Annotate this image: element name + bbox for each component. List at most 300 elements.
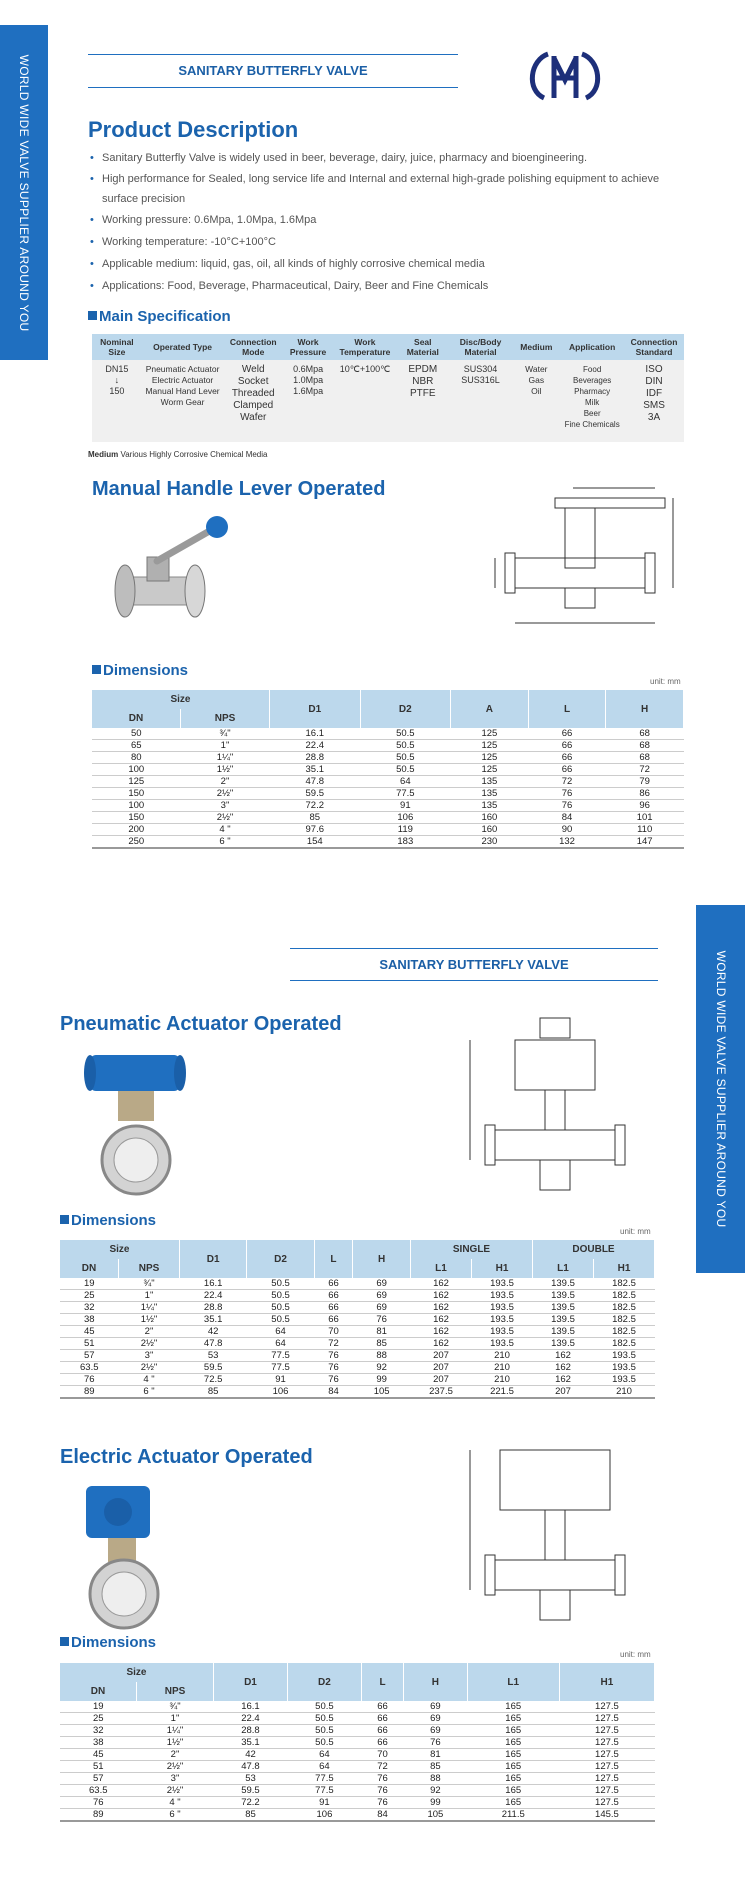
table-cell: 63.5 [60, 1785, 137, 1797]
column-header: DN [60, 1682, 137, 1701]
table-cell: 135 [451, 800, 529, 812]
table-row [60, 1797, 655, 1809]
spec-cell: DN15 ↓ 150 [92, 360, 142, 442]
table-cell: 50.5 [360, 728, 451, 740]
table-cell: 193.5 [594, 1350, 655, 1362]
table-cell: 106 [360, 812, 451, 824]
electric-section-title: Electric Actuator Operated [60, 1446, 313, 1468]
table-cell: 150 [92, 788, 181, 800]
table-cell: 193.5 [594, 1374, 655, 1386]
table-cell: 207 [533, 1386, 594, 1399]
table-cell: 193.5 [594, 1362, 655, 1374]
table-cell: 68 [606, 740, 684, 752]
table-cell: 182.5 [594, 1338, 655, 1350]
spec-header: Work Pressure [283, 334, 333, 360]
table-row [60, 1326, 655, 1338]
electric-unit-label: unit: mm [620, 1650, 651, 1659]
table-cell: 4 " [137, 1797, 214, 1809]
double-header: DOUBLE [533, 1240, 655, 1259]
column-header: L [314, 1240, 353, 1278]
table-cell: 237.5 [411, 1386, 472, 1399]
spec-header: Operated Type [142, 334, 223, 360]
manual-header-row [92, 690, 684, 709]
column-header: D1 [270, 690, 361, 728]
column-header: H1 [559, 1663, 654, 1701]
table-cell: 135 [451, 776, 529, 788]
pneumatic-header-row [60, 1240, 655, 1259]
table-cell: 193.5 [472, 1338, 533, 1350]
table-cell: 1" [119, 1290, 180, 1302]
table-cell: 4 " [119, 1374, 180, 1386]
table-cell: 139.5 [533, 1338, 594, 1350]
table-cell: 162 [411, 1326, 472, 1338]
table-cell: 72 [606, 764, 684, 776]
size-header: Size [92, 690, 270, 709]
table-cell: 162 [411, 1290, 472, 1302]
table-cell: 162 [411, 1302, 472, 1314]
table-cell: 25 [60, 1713, 137, 1725]
table-row [60, 1374, 655, 1386]
table-cell: 165 [467, 1725, 559, 1737]
column-header: H [353, 1240, 411, 1278]
table-cell: 50.5 [360, 764, 451, 776]
table-cell: 127.5 [559, 1725, 654, 1737]
pneumatic-technical-drawing [460, 1010, 660, 1210]
company-logo [520, 48, 610, 104]
table-cell: 76 [60, 1797, 137, 1809]
table-cell: 16.1 [214, 1701, 288, 1713]
table-cell: 127.5 [559, 1773, 654, 1785]
table-cell: 66 [314, 1290, 353, 1302]
table-cell: 66 [361, 1725, 403, 1737]
column-header: L1 [533, 1259, 594, 1278]
table-cell: 42 [180, 1326, 247, 1338]
table-cell: ¾" [181, 728, 270, 740]
table-cell: 182.5 [594, 1278, 655, 1290]
header-title: SANITARY BUTTERFLY VALVE [178, 63, 368, 78]
table-row [92, 764, 684, 776]
table-cell: 65 [92, 740, 181, 752]
table-cell: 127.5 [559, 1761, 654, 1773]
table-cell: 86 [606, 788, 684, 800]
table-cell: 53 [214, 1773, 288, 1785]
table-cell: ¾" [137, 1701, 214, 1713]
table-cell: 51 [60, 1761, 137, 1773]
table-cell: 69 [353, 1290, 411, 1302]
column-header: A [451, 690, 529, 728]
table-cell: 68 [606, 728, 684, 740]
table-cell: 182.5 [594, 1314, 655, 1326]
table-cell: 66 [528, 728, 606, 740]
table-cell: 64 [247, 1338, 314, 1350]
table-row [60, 1785, 655, 1797]
column-header: DN [60, 1259, 119, 1278]
table-row [60, 1737, 655, 1749]
table-row [92, 836, 684, 849]
table-cell: 106 [247, 1386, 314, 1399]
column-header: H [404, 1663, 467, 1701]
table-cell: 76 [361, 1797, 403, 1809]
table-cell: 193.5 [472, 1290, 533, 1302]
table-row [92, 740, 684, 752]
medium-note-text: Various Highly Corrosive Chemical Media [120, 450, 268, 459]
table-cell: 77.5 [287, 1785, 361, 1797]
column-header: NPS [181, 709, 270, 728]
table-cell: 165 [467, 1773, 559, 1785]
table-cell: 77.5 [287, 1773, 361, 1785]
table-cell: 59.5 [180, 1362, 247, 1374]
manual-section-title: Manual Handle Lever Operated [92, 478, 386, 500]
table-cell: 1¼" [181, 752, 270, 764]
side-band-right [696, 905, 745, 1273]
manual-dimensions-table [92, 690, 684, 849]
table-cell: 59.5 [270, 788, 361, 800]
table-cell: 85 [270, 812, 361, 824]
spec-header: Disc/Body Material [449, 334, 513, 360]
header-title: SANITARY BUTTERFLY VALVE [379, 957, 569, 972]
table-cell: 76 [528, 788, 606, 800]
table-cell: 76 [314, 1374, 353, 1386]
table-cell: 89 [60, 1809, 137, 1822]
table-cell: 38 [60, 1737, 137, 1749]
pneumatic-valve-photo [80, 1045, 190, 1205]
table-cell: 99 [404, 1797, 467, 1809]
table-cell: 22.4 [180, 1290, 247, 1302]
size-header: Size [60, 1240, 180, 1259]
main-spec-title: Main Specification [88, 308, 231, 325]
column-header: L1 [411, 1259, 472, 1278]
table-cell: 51 [60, 1338, 119, 1350]
table-row [92, 728, 684, 740]
table-row [60, 1302, 655, 1314]
table-row [60, 1350, 655, 1362]
table-cell: 162 [411, 1338, 472, 1350]
table-cell: 2½" [181, 788, 270, 800]
column-header: H [606, 690, 684, 728]
table-cell: 193.5 [472, 1302, 533, 1314]
table-cell: 6 " [137, 1809, 214, 1822]
table-row [60, 1725, 655, 1737]
table-cell: 77.5 [247, 1362, 314, 1374]
pneumatic-unit-label: unit: mm [620, 1227, 651, 1236]
single-header: SINGLE [411, 1240, 533, 1259]
table-cell: 2½" [137, 1785, 214, 1797]
table-cell: 76 [528, 800, 606, 812]
table-cell: 162 [411, 1278, 472, 1290]
table-cell: 50.5 [247, 1314, 314, 1326]
table-cell: 64 [287, 1749, 361, 1761]
table-cell: 50.5 [360, 740, 451, 752]
column-header: NPS [119, 1259, 180, 1278]
table-cell: 64 [247, 1326, 314, 1338]
table-cell: 162 [411, 1314, 472, 1326]
column-header: H1 [594, 1259, 655, 1278]
table-cell: 165 [467, 1797, 559, 1809]
table-cell: 127.5 [559, 1713, 654, 1725]
table-row [60, 1809, 655, 1822]
table-cell: 100 [92, 800, 181, 812]
table-cell: 210 [472, 1350, 533, 1362]
table-cell: 125 [451, 752, 529, 764]
table-cell: 47.8 [214, 1761, 288, 1773]
electric-valve-photo [80, 1478, 190, 1638]
table-row [60, 1290, 655, 1302]
table-cell: 4 " [181, 824, 270, 836]
product-description-list [88, 147, 688, 297]
table-cell: 28.8 [270, 752, 361, 764]
table-row [60, 1386, 655, 1399]
table-cell: 97.6 [270, 824, 361, 836]
table-cell: 1½" [137, 1737, 214, 1749]
column-header: L [528, 690, 606, 728]
table-cell: 35.1 [214, 1737, 288, 1749]
spec-header-row [92, 334, 684, 360]
spec-cell: SUS304 SUS316L [449, 360, 513, 442]
table-cell: 69 [404, 1713, 467, 1725]
pneumatic-table-body [60, 1278, 655, 1398]
table-cell: 2½" [137, 1761, 214, 1773]
table-cell: 32 [60, 1725, 137, 1737]
table-row [60, 1761, 655, 1773]
description-item: • Sanitary Butterfly Valve is widely used in beer, beverage, dairy, juice, pharmacy and bioengineering. [88, 147, 688, 169]
manual-table-body [92, 728, 684, 848]
table-cell: 50.5 [287, 1713, 361, 1725]
manual-technical-drawing [475, 478, 685, 648]
column-header: L1 [467, 1663, 559, 1701]
table-cell: 81 [353, 1326, 411, 1338]
table-cell: 81 [404, 1749, 467, 1761]
table-cell: 127.5 [559, 1797, 654, 1809]
spec-header: Seal Material [397, 334, 449, 360]
column-header: D2 [360, 690, 451, 728]
table-cell: 57 [60, 1773, 137, 1785]
table-row [60, 1773, 655, 1785]
table-cell: 76 [404, 1737, 467, 1749]
table-cell: 45 [60, 1749, 137, 1761]
table-cell: 84 [314, 1386, 353, 1399]
table-cell: 66 [528, 764, 606, 776]
table-cell: 105 [353, 1386, 411, 1399]
table-cell: 69 [404, 1725, 467, 1737]
table-cell: 88 [353, 1350, 411, 1362]
table-cell: 1" [181, 740, 270, 752]
table-cell: 80 [92, 752, 181, 764]
table-cell: 207 [411, 1362, 472, 1374]
table-cell: 72.2 [214, 1797, 288, 1809]
table-cell: 125 [451, 764, 529, 776]
column-header: L [361, 1663, 403, 1701]
table-cell: 125 [92, 776, 181, 788]
column-header: H1 [472, 1259, 533, 1278]
table-cell: 66 [314, 1302, 353, 1314]
table-cell: 57 [60, 1350, 119, 1362]
table-cell: 105 [404, 1809, 467, 1822]
spec-header: Medium [512, 334, 560, 360]
table-cell: 165 [467, 1785, 559, 1797]
table-cell: 70 [314, 1326, 353, 1338]
table-cell: 50.5 [247, 1290, 314, 1302]
table-cell: 200 [92, 824, 181, 836]
manual-dimensions-title: Dimensions [92, 662, 188, 679]
table-cell: 2½" [119, 1362, 180, 1374]
table-cell: 19 [60, 1278, 119, 1290]
table-cell: 70 [361, 1749, 403, 1761]
side-band-left [0, 25, 48, 360]
table-cell: 85 [214, 1809, 288, 1822]
header-line-bottom [88, 87, 458, 88]
table-cell: 6 " [181, 836, 270, 849]
table-cell: 150 [92, 812, 181, 824]
table-cell: 139.5 [533, 1290, 594, 1302]
manual-valve-photo [95, 515, 245, 645]
description-item: • Working pressure: 0.6Mpa, 1.0Mpa, 1.6Mpa [88, 209, 688, 231]
band-text: WORLD WIDE VALVE SUPPLIER AROUND YOU [17, 54, 31, 331]
column-header: D1 [214, 1663, 288, 1701]
table-cell: 132 [528, 836, 606, 849]
table-cell: 2" [181, 776, 270, 788]
table-cell: 92 [404, 1785, 467, 1797]
table-cell: 154 [270, 836, 361, 849]
table-cell: 3" [137, 1773, 214, 1785]
table-cell: 63.5 [60, 1362, 119, 1374]
table-cell: 76 [361, 1773, 403, 1785]
table-cell: 250 [92, 836, 181, 849]
table-cell: 147 [606, 836, 684, 849]
table-cell: 77.5 [360, 788, 451, 800]
table-cell: 165 [467, 1749, 559, 1761]
table-cell: 211.5 [467, 1809, 559, 1822]
table-cell: 193.5 [472, 1314, 533, 1326]
table-cell: 182.5 [594, 1326, 655, 1338]
table-cell: 183 [360, 836, 451, 849]
column-header: D2 [287, 1663, 361, 1701]
table-cell: 64 [287, 1761, 361, 1773]
table-row [60, 1362, 655, 1374]
table-cell: 28.8 [214, 1725, 288, 1737]
table-cell: 69 [353, 1302, 411, 1314]
table-cell: 77.5 [247, 1350, 314, 1362]
table-cell: 16.1 [270, 728, 361, 740]
table-cell: 76 [60, 1374, 119, 1386]
table-cell: 50.5 [247, 1278, 314, 1290]
table-cell: 135 [451, 788, 529, 800]
description-item: • Working temperature: -10°C+100°C [88, 231, 688, 253]
medium-note [88, 450, 267, 459]
pneumatic-dimensions-title: Dimensions [60, 1212, 156, 1229]
table-cell: 50 [92, 728, 181, 740]
table-cell: 162 [533, 1374, 594, 1386]
table-row [60, 1749, 655, 1761]
table-cell: 22.4 [270, 740, 361, 752]
table-cell: 35.1 [270, 764, 361, 776]
column-header: D2 [247, 1240, 314, 1278]
table-cell: 101 [606, 812, 684, 824]
pneumatic-section-title: Pneumatic Actuator Operated [60, 1013, 342, 1035]
table-cell: 50.5 [287, 1701, 361, 1713]
table-cell: 50.5 [287, 1737, 361, 1749]
table-cell: 38 [60, 1314, 119, 1326]
table-cell: 50.5 [360, 752, 451, 764]
table-cell: 69 [353, 1278, 411, 1290]
table-cell: 139.5 [533, 1326, 594, 1338]
header-line-top [290, 948, 658, 949]
table-cell: 193.5 [472, 1326, 533, 1338]
electric-technical-drawing [460, 1440, 660, 1640]
table-cell: 90 [528, 824, 606, 836]
table-cell: 76 [353, 1314, 411, 1326]
table-cell: 127.5 [559, 1749, 654, 1761]
column-header: D1 [180, 1240, 247, 1278]
table-cell: 79 [606, 776, 684, 788]
table-cell: 182.5 [594, 1290, 655, 1302]
description-item: • Applications: Food, Beverage, Pharmaceutical, Dairy, Beer and Fine Chemicals [88, 275, 688, 297]
table-cell: 72 [361, 1761, 403, 1773]
table-cell: 6 " [119, 1386, 180, 1399]
table-cell: 125 [451, 728, 529, 740]
table-cell: 210 [594, 1386, 655, 1399]
table-cell: 28.8 [180, 1302, 247, 1314]
table-cell: 207 [411, 1374, 472, 1386]
table-cell: 50.5 [247, 1302, 314, 1314]
spec-header: Connection Mode [223, 334, 283, 360]
table-cell: 47.8 [270, 776, 361, 788]
table-cell: 96 [606, 800, 684, 812]
table-cell: 76 [314, 1362, 353, 1374]
table-cell: 230 [451, 836, 529, 849]
spec-cell: 0.6Mpa 1.0Mpa 1.6Mpa [283, 360, 333, 442]
spec-value-row [92, 360, 684, 442]
table-cell: 25 [60, 1290, 119, 1302]
table-cell: 66 [528, 752, 606, 764]
table-cell: 2" [137, 1749, 214, 1761]
table-cell: 66 [528, 740, 606, 752]
product-description-title: Product Description [88, 117, 299, 142]
table-cell: 165 [467, 1713, 559, 1725]
table-cell: 91 [287, 1797, 361, 1809]
size-header: Size [60, 1663, 214, 1682]
spec-cell: EPDM NBR PTFE [397, 360, 449, 442]
column-header: NPS [137, 1682, 214, 1701]
manual-unit-label: unit: mm [650, 677, 681, 686]
main-spec-table [92, 334, 684, 442]
table-cell: 35.1 [180, 1314, 247, 1326]
table-cell: 210 [472, 1362, 533, 1374]
table-cell: 100 [92, 764, 181, 776]
spec-cell: 10℃+100℃ [333, 360, 397, 442]
table-cell: 127.5 [559, 1737, 654, 1749]
table-row [60, 1713, 655, 1725]
description-item: • Applicable medium: liquid, gas, oil, all kinds of highly corrosive chemical media [88, 253, 688, 275]
table-cell: 69 [404, 1701, 467, 1713]
table-cell: 106 [287, 1809, 361, 1822]
table-row [60, 1278, 655, 1290]
table-row [92, 776, 684, 788]
table-cell: 145.5 [559, 1809, 654, 1822]
table-cell: 88 [404, 1773, 467, 1785]
table-cell: 45 [60, 1326, 119, 1338]
table-row [60, 1338, 655, 1350]
table-cell: 85 [180, 1386, 247, 1399]
table-row [92, 788, 684, 800]
band-text: WORLD WIDE VALVE SUPPLIER AROUND YOU [713, 950, 728, 1228]
table-cell: 2" [119, 1326, 180, 1338]
table-cell: 207 [411, 1350, 472, 1362]
table-cell: 64 [360, 776, 451, 788]
table-cell: 85 [353, 1338, 411, 1350]
table-cell: 125 [451, 740, 529, 752]
table-cell: 2½" [181, 812, 270, 824]
table-cell: 72 [528, 776, 606, 788]
